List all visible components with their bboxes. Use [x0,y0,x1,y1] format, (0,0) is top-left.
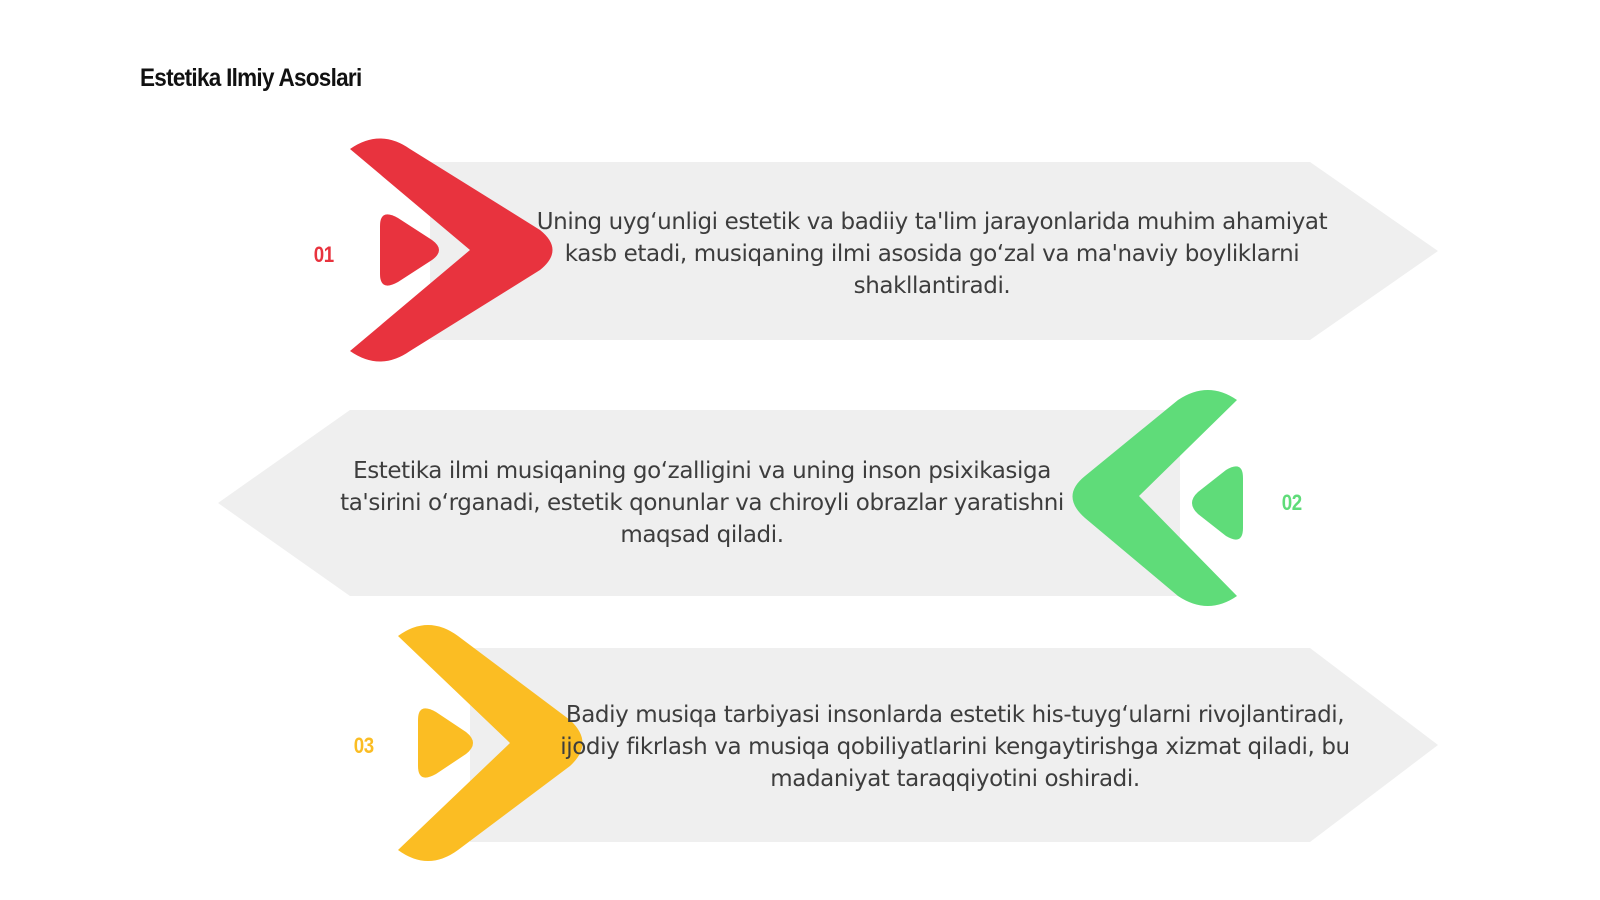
step-2-play-icon [1192,466,1243,539]
step-3-play-icon [418,708,473,777]
step-2-text: Estetika ilmi musiqaning go‘zalligini va uning inson psixikasiga ta'sirini o‘rganadi, estetik qonunlar va chiroyli obrazlar yaratishni maqsad qiladi. [340,458,1064,548]
step-1-number: 01 [313,242,334,267]
step-1-text: Uning uyg‘unligi estetik va badiiy ta'lim jarayonlarida muhim ahamiyat kasb etadi, musiqaning ilmi asosida go‘zal va ma'naviy boyliklarni shakllantiradi. [536,209,1328,299]
step-3-text: Badiy musiqa tarbiyasi insonlarda estetik his-tuyg‘ularni rivojlantiradi, ijodiy fikrlash va musiqa qobiliyatlarini kengaytirishga xizmat qiladi, bu madaniyat taraqqiyotini oshiradi. [560,702,1350,792]
slide-title: Estetika Ilmiy Asoslari [140,64,362,92]
step-3-number: 03 [353,733,374,758]
step-2-number: 02 [1281,490,1302,515]
